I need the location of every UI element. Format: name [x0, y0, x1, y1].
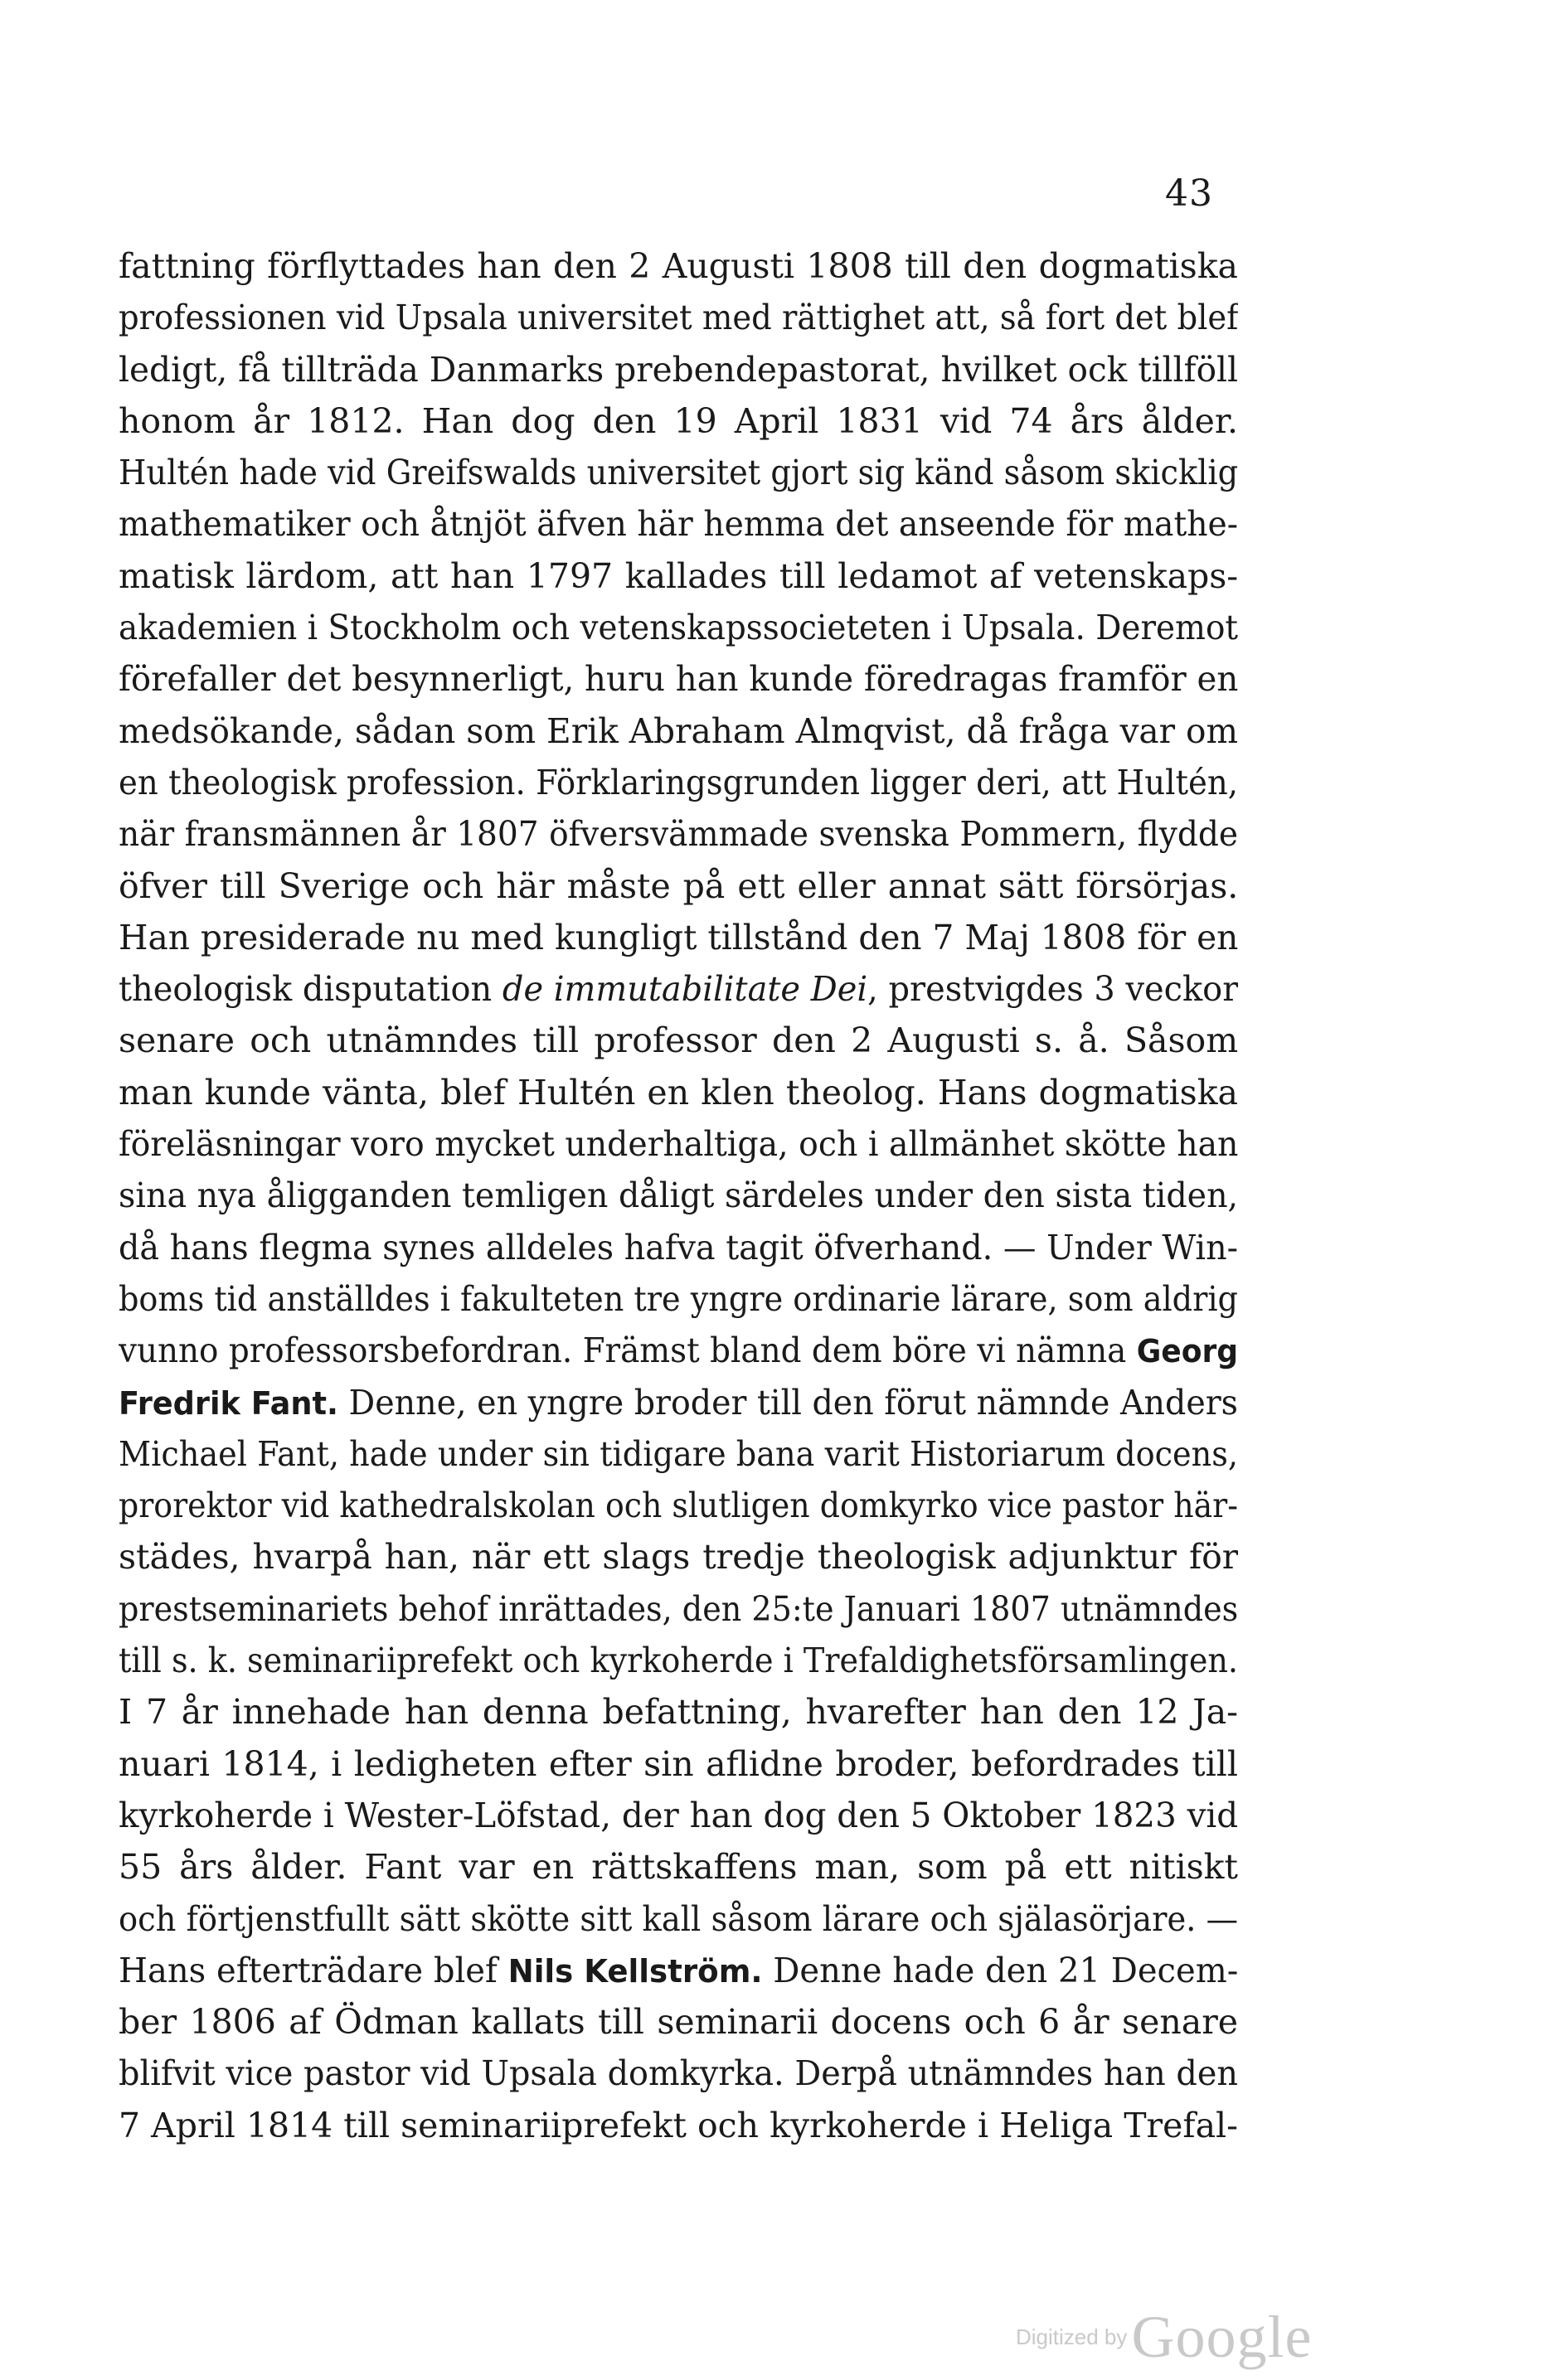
person-name: Georg	[1136, 1333, 1238, 1370]
text-line	[119, 344, 1238, 395]
text-line	[119, 1377, 1238, 1428]
text-line	[119, 395, 1238, 447]
person-name: Nils Kellström.	[507, 1952, 763, 1990]
text-segment: prorektor vid kathedralskolan och slutligen domkyrko vice pastor här-	[119, 1486, 1238, 1526]
text-line	[119, 1015, 1238, 1066]
person-name: Fredrik Fant.	[119, 1384, 338, 1422]
text-line	[119, 808, 1238, 860]
text-line	[119, 447, 1238, 498]
text-line	[119, 963, 1238, 1015]
text-line	[119, 2100, 1238, 2151]
text-line	[119, 498, 1238, 550]
text-segment: matisk lärdom, att han 1797 kallades till ledamot af vetenskaps-	[119, 555, 1238, 596]
text-segment: Denne hade den 21 Decem-	[762, 1950, 1238, 1990]
watermark-prefix: Digitized by	[1016, 2324, 1128, 2349]
text-segment: ber 1806 af Ödman kallats till seminarii docens och 6 år senare	[119, 2002, 1238, 2043]
text-line	[119, 1428, 1238, 1480]
text-segment: medsökande, sådan som Erik Abraham Almqvist, då fråga var om	[119, 710, 1238, 751]
text-line	[119, 1325, 1238, 1376]
text-segment: sina nya åligganden temligen dåligt särdeles under den sista tiden,	[119, 1175, 1238, 1216]
text-line	[119, 1738, 1238, 1790]
text-segment: Hans efterträdare blef	[119, 1950, 508, 1990]
text-segment: boms tid anställdes i fakulteten tre yngre ordinarie lärare, som aldrig	[119, 1278, 1238, 1319]
text-line	[119, 1480, 1238, 1531]
text-line	[119, 1531, 1238, 1583]
text-segment: öfver till Sverige och här måste på ett eller annat sätt försörjas.	[119, 865, 1238, 906]
text-line	[119, 240, 1238, 292]
text-segment: akademien i Stockholm och vetenskapssocieteten i Upsala. Deremot	[119, 608, 1238, 648]
body-text	[119, 240, 1238, 2151]
text-segment: kyrkoherde i Wester-Löfstad, der han dog den 5 Oktober 1823 vid	[119, 1795, 1238, 1835]
text-segment: nuari 1814, i ledigheten efter sin aflidne broder, befordrades till	[119, 1743, 1238, 1784]
text-line	[119, 550, 1238, 602]
text-segment: prestseminariets behof inrättades, den 25:te Januari 1807 utnämndes	[119, 1588, 1238, 1629]
text-segment: theologisk disputation	[119, 969, 503, 1010]
text-line	[119, 705, 1238, 757]
text-line	[119, 1996, 1238, 2048]
text-segment: när fransmännen år 1807 öfversvämmade svenska Pommern, flydde	[119, 814, 1238, 855]
text-segment: vunno professorsbefordran. Främst bland dem böre vi nämna	[119, 1331, 1137, 1371]
page-number: 43	[1165, 172, 1213, 215]
digitized-watermark	[1016, 2303, 1312, 2372]
text-segment: , prestvigdes 3 veckor	[867, 969, 1238, 1010]
text-line	[119, 1583, 1238, 1635]
text-segment: Denne, en yngre broder till den förut nämnde Anders	[337, 1382, 1238, 1423]
text-line	[119, 1118, 1238, 1170]
text-segment: då hans flegma synes alldeles hafva tagit öfverhand. — Under Win-	[119, 1227, 1238, 1268]
text-line	[119, 653, 1238, 705]
text-segment: städes, hvarpå han, när ett slags tredje theologisk adjunktur för	[119, 1537, 1238, 1578]
text-line	[119, 602, 1238, 653]
text-segment: fattning förflyttades han den 2 Augusti 1808 till den dogmatiska	[119, 246, 1238, 286]
text-segment: och förtjenstfullt sätt skötte sitt kall såsom lärare och själasörjare. —	[119, 1898, 1238, 1939]
text-segment: 55 års ålder. Fant var en rättskaffens man, som på ett nitiskt	[119, 1847, 1238, 1888]
text-segment: Han presiderade nu med kungligt tillstånd den 7 Maj 1808 för en	[119, 917, 1238, 957]
text-line	[119, 860, 1238, 912]
text-segment: ledigt, få tillträda Danmarks prebendepastorat, hvilket ock tillföll	[119, 349, 1238, 390]
text-segment: senare och utnämndes till professor den 2 Augusti s. å. Såsom	[119, 1020, 1238, 1061]
text-line	[119, 1635, 1238, 1686]
text-segment: Michael Fant, hade under sin tidigare bana varit Historiarum docens,	[119, 1433, 1238, 1474]
text-line	[119, 912, 1238, 963]
text-segment: 7 April 1814 till seminariiprefekt och kyrkoherde i Heliga Trefal-	[119, 2105, 1238, 2145]
text-line	[119, 757, 1238, 808]
text-segment: mathematiker och åtnjöt äfven här hemma det anseende för mathe-	[119, 504, 1238, 545]
text-segment: förefaller det besynnerligt, huru han kunde föredragas framför en	[119, 659, 1238, 700]
text-segment: en theologisk profession. Förklaringsgrunden ligger deri, att Hultén,	[119, 762, 1238, 802]
text-segment: föreläsningar voro mycket underhaltiga, och i allmänhet skötte han	[119, 1124, 1238, 1165]
text-line	[119, 1273, 1238, 1325]
text-segment: professionen vid Upsala universitet med rättighet att, så fort det blef	[119, 298, 1238, 338]
latin-title: de immutabilitate Dei	[502, 969, 868, 1010]
text-line	[119, 2048, 1238, 2099]
google-logo: Google	[1131, 2304, 1313, 2370]
text-segment: blifvit vice pastor vid Upsala domkyrka. Derpå utnämndes han den	[119, 2053, 1238, 2094]
text-line	[119, 1170, 1238, 1221]
text-segment: I 7 år innehade han denna befattning, hvarefter han den 12 Ja-	[119, 1692, 1238, 1733]
text-line	[119, 1893, 1238, 1945]
text-line	[119, 1790, 1238, 1841]
text-line	[119, 1841, 1238, 1893]
text-line	[119, 1686, 1238, 1738]
text-line	[119, 1945, 1238, 1996]
text-segment: Hultén hade vid Greifswalds universitet gjort sig känd såsom skicklig	[119, 453, 1238, 493]
text-line	[119, 292, 1238, 343]
text-line	[119, 1067, 1238, 1118]
text-segment: honom år 1812. Han dog den 19 April 1831 vid 74 års ålder.	[119, 400, 1238, 441]
text-line	[119, 1222, 1238, 1273]
text-segment: man kunde vänta, blef Hultén en klen theolog. Hans dogmatiska	[119, 1072, 1238, 1112]
text-segment: till s. k. seminariiprefekt och kyrkoherde i Trefaldighetsförsamlingen.	[119, 1641, 1238, 1681]
